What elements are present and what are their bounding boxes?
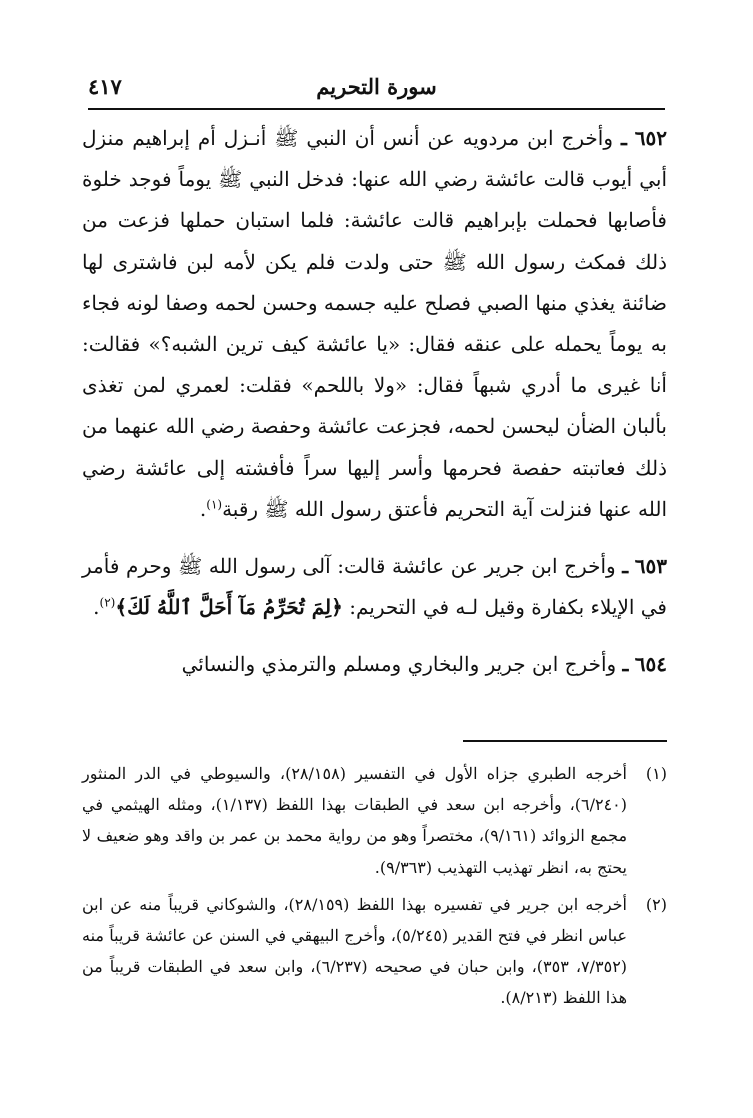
footnotes <box>82 758 667 1020</box>
hadith-number: ٦٥٤ <box>634 652 667 677</box>
footnote-ref[interactable]: (٢) <box>99 595 116 610</box>
running-header <box>88 70 665 110</box>
hadith-text: وأخرج ابن جرير والبخاري ومسلم والترمذي والنسائي <box>181 652 617 677</box>
number-dash: ـ <box>622 652 629 677</box>
hadith-number: ٦٥٣ <box>634 554 668 579</box>
page-number: ٤١٧ <box>88 74 122 99</box>
footnote-separator <box>463 740 667 742</box>
hadith-tail: . <box>93 595 100 620</box>
header-rule <box>88 108 665 110</box>
footnote-text: أخرجه الطبري جزاه الأول في التفسير (٢٨/١٥٨)، والسيوطي في الدر المنثور (٦/٢٤٠)، وأخرجه ابن سعد في الطبقات بهذا اللفظ (١/١٣٧)، ومثله الهيثمي في مجمع الزوائد (٩/١٦١)، مختصراً وهو من رواية محمد بن عمر بن واقد وهو ضعيف لا يحتج به، انظر تهذيب التهذيب (٩/٣٦٣). <box>82 764 628 877</box>
number-dash: ـ <box>622 554 629 579</box>
footnote-number: (٢) <box>645 894 667 914</box>
quran-quote: ﴿لِمَ تُحَرِّمُ مَآ أَحَلَّ ٱللَّهُ لَكَ﴾ <box>115 595 343 620</box>
surah-title: سورة التحريم <box>316 74 437 99</box>
footnote-2 <box>82 889 667 1014</box>
number-dash: ـ <box>620 126 627 150</box>
hadith-654 <box>82 644 667 685</box>
footnote-ref[interactable]: (١) <box>206 497 223 512</box>
hadith-number: ٦٥٢ <box>634 126 668 150</box>
footnote-1 <box>82 758 667 883</box>
main-text <box>82 118 667 686</box>
hadith-text: وأخرج ابن جرير عن عائشة قالت: آلى رسول الله ﷺ وحرم فأمر في الإيلاء بكفارة وقيل لـه في التحريم: <box>82 554 667 620</box>
footnote-number: (١) <box>645 764 667 783</box>
paragraph-gap <box>82 628 667 644</box>
hadith-652 <box>82 118 667 530</box>
hadith-tail: . <box>199 496 207 521</box>
paragraph-gap <box>82 530 667 546</box>
footnote-text: أخرجه ابن جرير في تفسيره بهذا اللفظ (٢٨/١٥٩)، والشوكاني قريباً منه عن ابن عباس انظر في فتح القدير (٥/٢٤٥)، وأخرج البيهقي في السنن عن عائشة قريباً منه (٧/٣٥٢، ٣٥٣)، وابن حبان في صحيحه (٦/٢٣٧)، وابن سعد في الطبقات قريباً من هذا اللفظ (٨/٢١٣). <box>82 894 628 1008</box>
hadith-text: وأخرج ابن مردويه عن أنس أن النبي ﷺ أنـزل أم إبراهيم منزل أبي أيوب قالت عائشة رضي الله عنها: فدخل النبي ﷺ يوماً فوجد خلوة فأصابها فحملت بإبراهيم قالت عائشة: فلما استبان حملها فزعت من ذلك فمكث رسول الله ﷺ حتى ولدت فلم يكن لأمه لبن فاشترى لها ضائنة يغذي منها الصبي فصلح عليه جسمه وحسن لحمه وصفا لونه فجاء به يوماً يحمله على عنقه فقال: «يا عائشة كيف ترين الشبه؟» فقالت: أنا غيرى ما أدري شبهاً فقال: «ولا باللحم» فقلت: لعمري لمن تغذى بألبان الضأن ليحسن لحمه، فجزعت عائشة وحفصة رضي الله عنهما من ذلك فعاتبته حفصة فحرمها وأسر إليها سراً فأفشته إلى عائشة رضي الله عنها فنزلت آية التحريم فأعتق رسول الله ﷺ رقبة <box>82 126 668 521</box>
hadith-653 <box>82 546 667 628</box>
